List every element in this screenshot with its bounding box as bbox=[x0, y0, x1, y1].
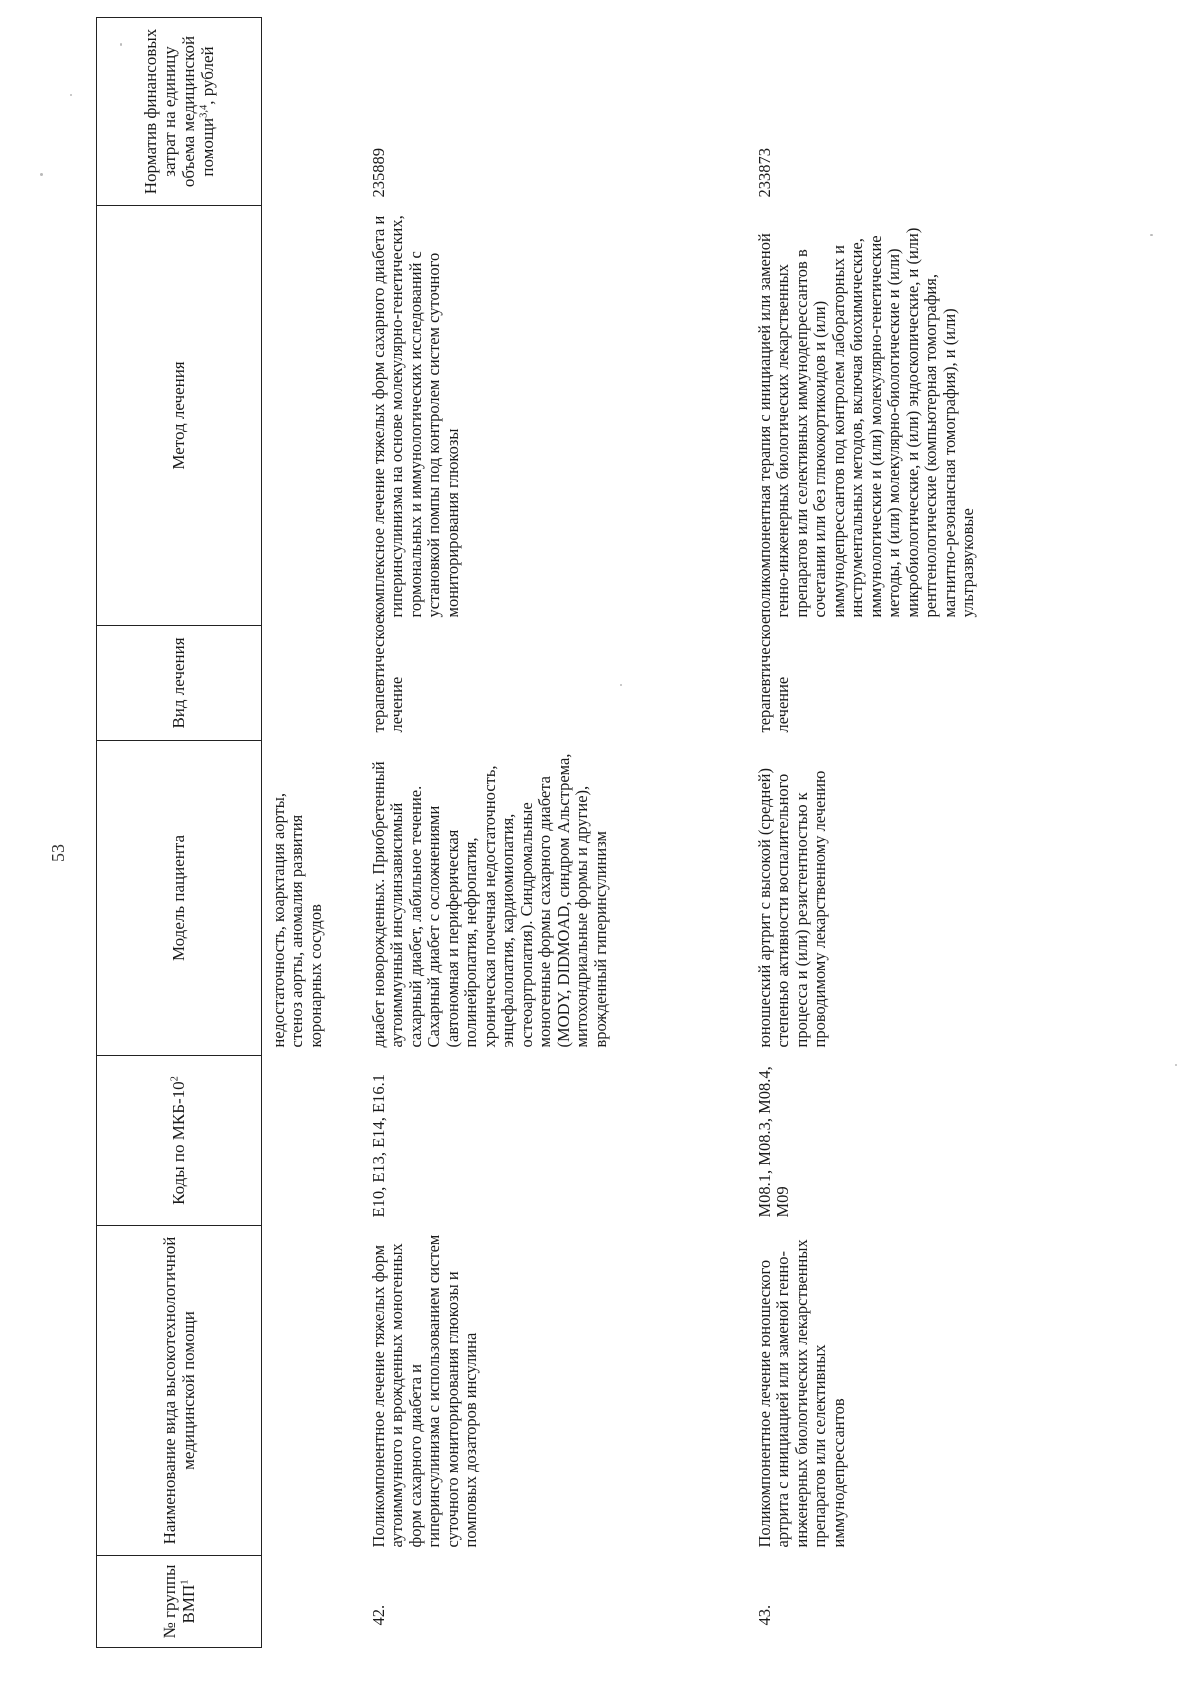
cell-treatment-type: терапевтическое лечение bbox=[369, 616, 407, 733]
cell-group-number: 42. bbox=[369, 1604, 388, 1626]
header-vmp-name: Наименование вида высокотехнологичной медицинской помощи bbox=[97, 1226, 262, 1556]
cell-patient-model: юношеский артрит с высокой (средней) степенью активности воспалительного процесса и (или) резистентностью к проводимому лекарственному лечению bbox=[755, 768, 830, 1048]
table-header-row bbox=[97, 18, 262, 1648]
cell-vmp-name: Поликомпонентное лечение юношеского артрита с инициацией или заменой генно-инженерных биологических лекарственных препаратов или селективных иммунодепрессантов bbox=[755, 1239, 848, 1548]
cell-patient-model: диабет новорожденных. Приобретенный аутоиммунный инсулинзависимый сахарный диабет, лабильное течение. Сахарный диабет с осложнениями (автономная и периферическая полинейропатия, нефропатия, хроническая почечная недостаточность, энцефалопатия, кардиомиопатия, остеоартропатия). Синдромальные моногенные формы сахарного диабета (MODY, DIDMOAD, синдром Альстрема, митохондриальные формы и другие), врожденный гиперинсулинизм bbox=[369, 753, 610, 1048]
vmp-table bbox=[96, 17, 984, 1648]
header-icd-codes: Коды по МКБ-$10^2$ bbox=[97, 1056, 262, 1226]
header-cost-norm: Норматив финансовых затрат на единицу объема медицинской помощи$^{3,4}$, рублей bbox=[97, 18, 262, 206]
table-row-continuation bbox=[262, 18, 357, 1648]
cell-cost-norm: 233873 bbox=[755, 148, 774, 198]
header-group-number: № группы ВМП$^1$ bbox=[97, 1556, 262, 1648]
scan-speck bbox=[1150, 234, 1153, 236]
cell-treatment-method: поликомпонентная терапия с инициацией или заменой генно-инженерных биологических лекарственных препаратов или селективных иммунодепрессантов в сочетании или без глюкокортикоидов и (или) иммунодепрессантов под контролем лабораторных и инструментальных методов, включая биохимические, иммунологические и (или) молекулярно-генетические методы, и (или) молекулярно-биологические и (или) микробиологические, и (или) эндоскопические, и (или) рентгенологические (компьютерная томография, магнитно-резонансная томография), и (или) ультразвуковые bbox=[755, 227, 978, 618]
scan-speck bbox=[620, 684, 622, 686]
cell-treatment-type: терапевтическое лечение bbox=[755, 616, 793, 733]
cell-cost-norm: 235889 bbox=[369, 148, 388, 198]
scan-speck bbox=[70, 94, 72, 96]
cell-treatment-method: комплексное лечение тяжелых форм сахарного диабета и гиперинсулинизма на основе молекулярно-генетических, гормональных и иммунологических исследований с установкой помпы под контролем систем суточного мониторирования глюкозы bbox=[369, 215, 462, 618]
scan-speck bbox=[1175, 1064, 1177, 1066]
cell-icd-codes: M08.1, M08.3, M08.4, M09 bbox=[755, 1066, 793, 1218]
page-number: 53 bbox=[48, 844, 68, 862]
cell-group-number: 43. bbox=[755, 1604, 774, 1626]
table-row bbox=[356, 18, 746, 1648]
cell-patient-model: недостаточность, коарктация аорты, стеноз аорты, аномалия развития коронарных сосудов bbox=[269, 793, 325, 1048]
header-treatment-type: Вид лечения bbox=[97, 626, 262, 741]
header-patient-model: Модель пациента bbox=[97, 741, 262, 1056]
header-treatment-method: Метод лечения bbox=[97, 206, 262, 626]
cell-vmp-name: Поликомпонентное лечение тяжелых форм аутоиммунного и врожденных моногенных форм сахарного диабета и гиперинсулинизма с использованием систем суточного мониторирования глюкозы и помповых дозаторов инсулина bbox=[369, 1234, 481, 1548]
scan-speck bbox=[40, 173, 43, 176]
cell-icd-codes: E10, E13, E14, E16.1 bbox=[369, 1074, 388, 1218]
scan-speck bbox=[120, 43, 122, 46]
table-row bbox=[746, 18, 984, 1648]
